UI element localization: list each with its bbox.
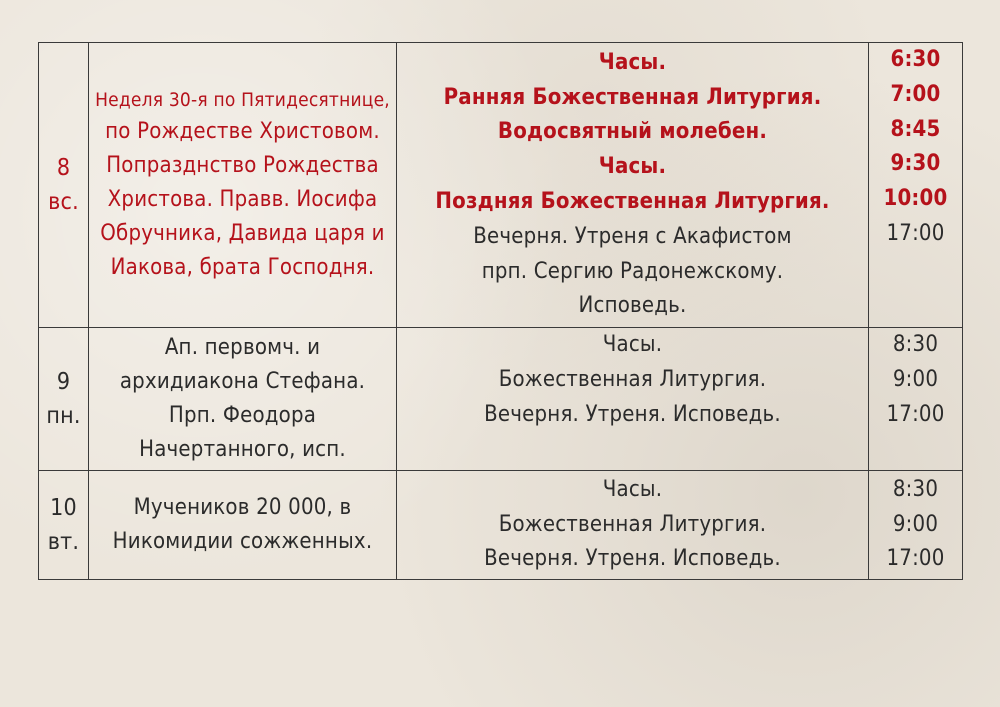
date-cell: [39, 471, 89, 580]
service-time: 8:30: [892, 332, 939, 357]
feast-line: Начертанного, исп.: [139, 437, 346, 462]
schedule-row: [39, 328, 963, 471]
service-time: 6:30: [890, 47, 941, 72]
service-line: Водосвятный молебен.: [497, 119, 768, 145]
service-line: Часы.: [602, 476, 663, 502]
feast-line: архидиакона Стефана.: [119, 369, 366, 394]
service-time: 8:45: [890, 116, 941, 142]
services-cell: [397, 471, 869, 580]
service-time: 7:00: [890, 81, 941, 107]
service-line: Вечерня. Утреня с Акафистом: [473, 223, 792, 249]
services-cell: [397, 328, 869, 471]
service-time: 10:00: [883, 186, 948, 212]
date-number: 10: [50, 495, 77, 521]
service-line: Часы.: [598, 49, 667, 75]
schedule-row: [39, 471, 963, 580]
feast-line: Ап. первомч. и: [164, 335, 321, 360]
feast-line: Никомидии сожженных.: [112, 529, 373, 554]
feast-line: Обручника, Давида царя и: [100, 221, 385, 246]
service-line: Божественная Литургия.: [498, 366, 767, 392]
service-time: 9:30: [890, 151, 941, 177]
date-weekday: вс.: [48, 189, 79, 215]
feast-line: Христова. Правв. Иосифа: [107, 187, 378, 212]
service-line: Вечерня. Утреня. Исповедь.: [484, 546, 781, 572]
schedule-table: [38, 42, 963, 580]
service-line: Вечерня. Утреня. Исповедь.: [484, 401, 781, 427]
date-cell: [39, 328, 89, 471]
service-line: Исповедь.: [578, 293, 687, 319]
date-cell: [39, 43, 89, 328]
service-line: прп. Сергию Радонежскому.: [481, 258, 784, 284]
date-number: 9: [56, 369, 71, 395]
service-line: Божественная Литургия.: [498, 511, 767, 537]
date-number: 8: [56, 155, 71, 181]
schedule-row: [39, 43, 963, 328]
service-line: Часы.: [602, 332, 663, 357]
service-time: 9:00: [892, 366, 939, 392]
feast-cell: [89, 43, 397, 328]
service-line: Поздняя Божественная Литургия.: [435, 189, 830, 214]
date-weekday: вт.: [47, 529, 80, 555]
feast-cell: [89, 328, 397, 471]
feast-cell: [89, 471, 397, 580]
service-time: 17:00: [886, 546, 945, 572]
service-time: 8:30: [892, 476, 939, 502]
services-cell: [397, 43, 869, 328]
service-line: Ранняя Божественная Литургия.: [443, 84, 822, 110]
service-line: Часы.: [598, 154, 667, 180]
service-time: 9:00: [892, 511, 939, 537]
times-cell: [869, 43, 963, 328]
times-cell: [869, 328, 963, 471]
times-cell: [869, 471, 963, 580]
feast-line: Иакова, брата Господня.: [110, 255, 375, 280]
feast-line: Попразднство Рождества: [106, 153, 379, 178]
date-weekday: пн.: [46, 403, 81, 429]
feast-line: Неделя 30-я по Пятидесятнице,: [95, 89, 390, 111]
service-time: 17:00: [886, 220, 945, 246]
feast-line: по Рождестве Христовом.: [105, 119, 380, 144]
feast-line: Прп. Феодора: [168, 403, 317, 428]
service-time: 17:00: [886, 401, 945, 427]
feast-line: Мучеников 20 000, в: [133, 495, 352, 520]
